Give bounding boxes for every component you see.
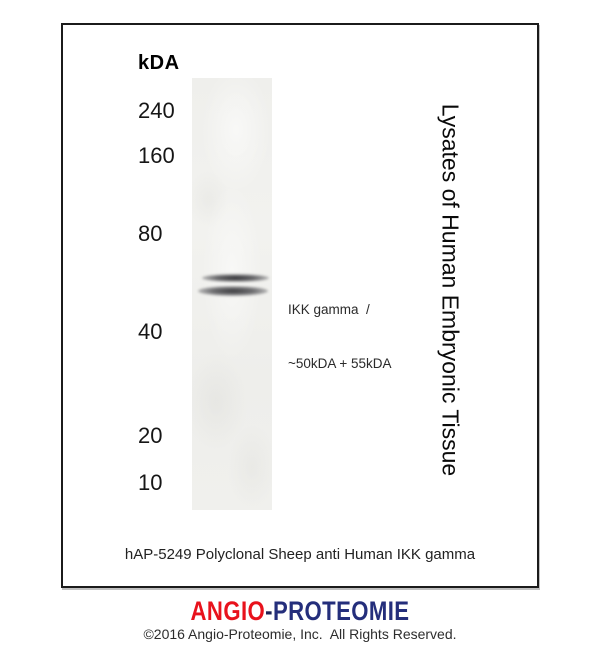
mw-marker-10: 10 — [138, 470, 163, 495]
mw-marker-40: 40 — [138, 319, 163, 344]
copyright-notice: ©2016 Angio-Proteomie, Inc. All Rights Reserved. — [143, 626, 457, 642]
mw-marker-20: 20 — [138, 423, 163, 448]
band-annotation-line2: ~50kDA + 55kDA — [288, 356, 392, 371]
kda-unit-heading: kDA — [138, 52, 180, 74]
sample-source-label: Lysates of Human Embryonic Tissue — [437, 103, 464, 477]
figure-frame — [61, 23, 539, 588]
gel-lane — [192, 78, 272, 510]
brand-logo-proteomie: PROTEOMIE — [272, 596, 410, 626]
brand-logo-hyphen: - — [265, 596, 273, 626]
brand-logo — [54, 596, 546, 627]
brand-logo-angio: ANGIO — [190, 596, 266, 626]
band-annotation-line1: IKK gamma / — [288, 302, 370, 317]
mw-marker-240: 240 — [138, 98, 175, 123]
protein-band-55kda — [202, 274, 269, 282]
band-annotation — [288, 265, 392, 409]
mw-marker-80: 80 — [138, 221, 163, 246]
protein-band-50kda — [198, 286, 268, 296]
antibody-caption: hAP-5249 Polyclonal Sheep anti Human IKK gamma — [124, 546, 476, 563]
mw-marker-160: 160 — [138, 143, 175, 168]
